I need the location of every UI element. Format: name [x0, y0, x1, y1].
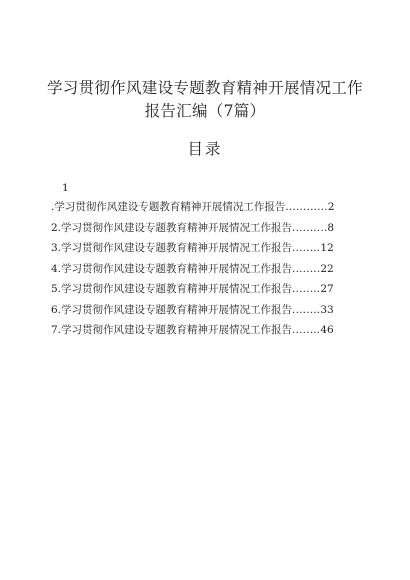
toc-page-number: 2 — [327, 201, 335, 213]
toc-page-number: 8 — [327, 221, 335, 234]
toc-item-6[interactable] — [51, 300, 351, 321]
toc-leader-dots: ........ — [292, 242, 321, 254]
toc-item-label: 4.学习贯彻作风建设专题教育精神开展情况工作报告 — [51, 262, 293, 275]
toc-item-7[interactable] — [51, 320, 351, 341]
toc-item-label: 2.学习贯彻作风建设专题教育精神开展情况工作报告 — [51, 221, 293, 234]
toc-item-2[interactable] — [51, 218, 351, 239]
toc-page-number: 46 — [320, 324, 334, 336]
toc-leader-dots: .......... — [292, 221, 328, 234]
toc-item-label: 6.学习贯彻作风建设专题教育精神开展情况工作报告 — [51, 303, 293, 316]
toc-page-marker: 1 — [62, 182, 69, 194]
toc-item-label: .学习贯彻作风建设专题教育精神开展情况工作报告 — [51, 201, 286, 213]
toc-leader-dots: ........ — [292, 283, 321, 295]
document-title-line-2: 报告汇编（7篇） — [144, 102, 266, 120]
toc-heading: 目录 — [187, 140, 223, 158]
toc-page-number: 33 — [320, 303, 334, 316]
toc-item-label: 5.学习贯彻作风建设专题教育精神开展情况工作报告 — [51, 283, 293, 295]
toc-page-number: 27 — [320, 283, 334, 295]
toc-item-label: 7.学习贯彻作风建设专题教育精神开展情况工作报告 — [51, 324, 293, 336]
toc-leader-dots: ............ — [285, 201, 328, 213]
toc-page-number: 12 — [320, 242, 334, 254]
toc-leader-dots: ........ — [292, 262, 321, 275]
toc-item-4[interactable] — [51, 259, 351, 280]
toc-leader-dots: ........ — [292, 303, 321, 316]
toc-item-5[interactable] — [51, 279, 351, 300]
toc-leader-dots: ........ — [292, 324, 321, 336]
toc-item-1[interactable] — [51, 197, 351, 218]
toc-item-3[interactable] — [51, 238, 351, 259]
table-of-contents — [51, 197, 351, 341]
toc-page-number: 22 — [320, 262, 334, 275]
document-title-line-1: 学习贯彻作风建设专题教育精神开展情况工作 — [46, 79, 363, 97]
toc-item-label: 3.学习贯彻作风建设专题教育精神开展情况工作报告 — [51, 242, 293, 254]
